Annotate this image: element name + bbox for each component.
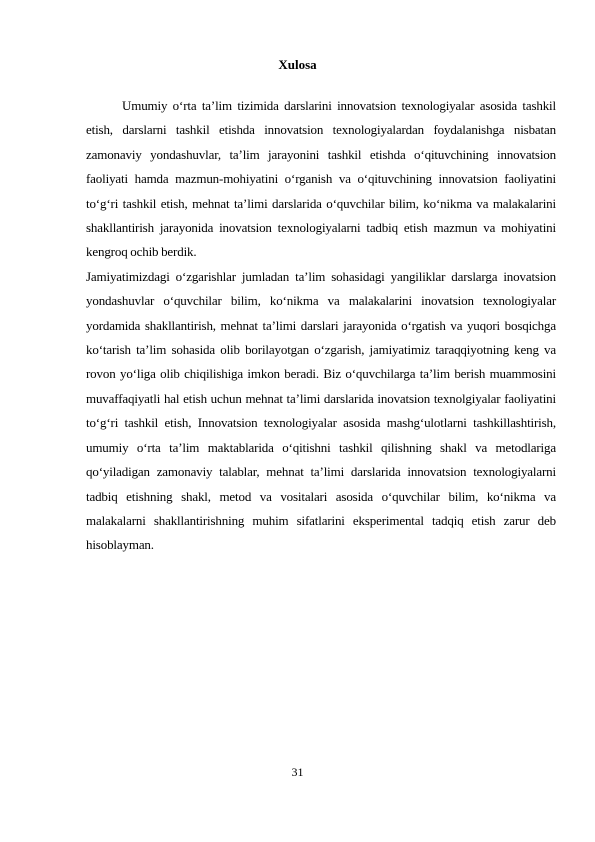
document-body [86, 94, 556, 558]
paragraph-1: Umumiy o‘rta ta’lim tizimida darslarini innovatsion texnologiyalar asosida tashkil etish, darslarni tashkil etishda innovatsion texnologiyalardan foydalanishga nisbatan zamonaviy yondashuvlar, ta’lim jarayonini tashkil etishda o‘qituvchining innovatsion faoliyati hamda mazmun-mohiyatini o‘rganish va o‘qituvchining innovatsion faoliyatini to‘g‘ri tashkil etish, mehnat ta’limi darslarida o‘quvchilar bilim, ko‘nikma va malakalarini shakllantirish jarayonida inovatsion texnologiyalarni tadbiq etish mazmun va mohiyatini kengroq ochib berdik. [86, 98, 556, 260]
page-title: Xulosa [278, 57, 317, 72]
page-number: 31 [291, 765, 304, 779]
paragraph-2: Jamiyatimizdagi o‘zgarishlar jumladan ta’lim sohasidagi yangiliklar darslarga inovatsion yondashuvlar o‘quvchilar bilim, ko‘nikma va malakalarini inovatsion texnologiyalar yordamida shakllantirish, mehnat ta’limi darslari jarayonida o‘rgatish va yuqori bosqichga ko‘tarish ta’lim sohasida olib borilayotgan o‘zgarish, jamiyatimiz taraqqiyotning keng va rovon yo‘liga olib chiqilishiga imkon beradi. Biz o‘quvchilarga ta’lim berish muammosini muvaffaqiyatli hal etish uchun mehnat ta’limi darslarida inovatsion texnolgiyalar faoliyatini to‘g‘ri tashkil etish, Innovatsion texnologiyalar asosida mashg‘ulotlarni tashkillashtirish, umumiy o‘rta ta’lim maktablarida o‘qitishni tashkil qilishning shakl va metodlariga qo‘yiladigan zamonaviy talablar, mehnat ta’limi darslarida innovatsion texnologiyalarni tadbiq etishning shakl, metod va vositalari asosida o‘quvchilar bilim, ko‘nikma va malakalarni shakllantirishning muhim sifatlarini eksperimental tadqiq etish zarur deb hisoblayman. [86, 268, 556, 553]
